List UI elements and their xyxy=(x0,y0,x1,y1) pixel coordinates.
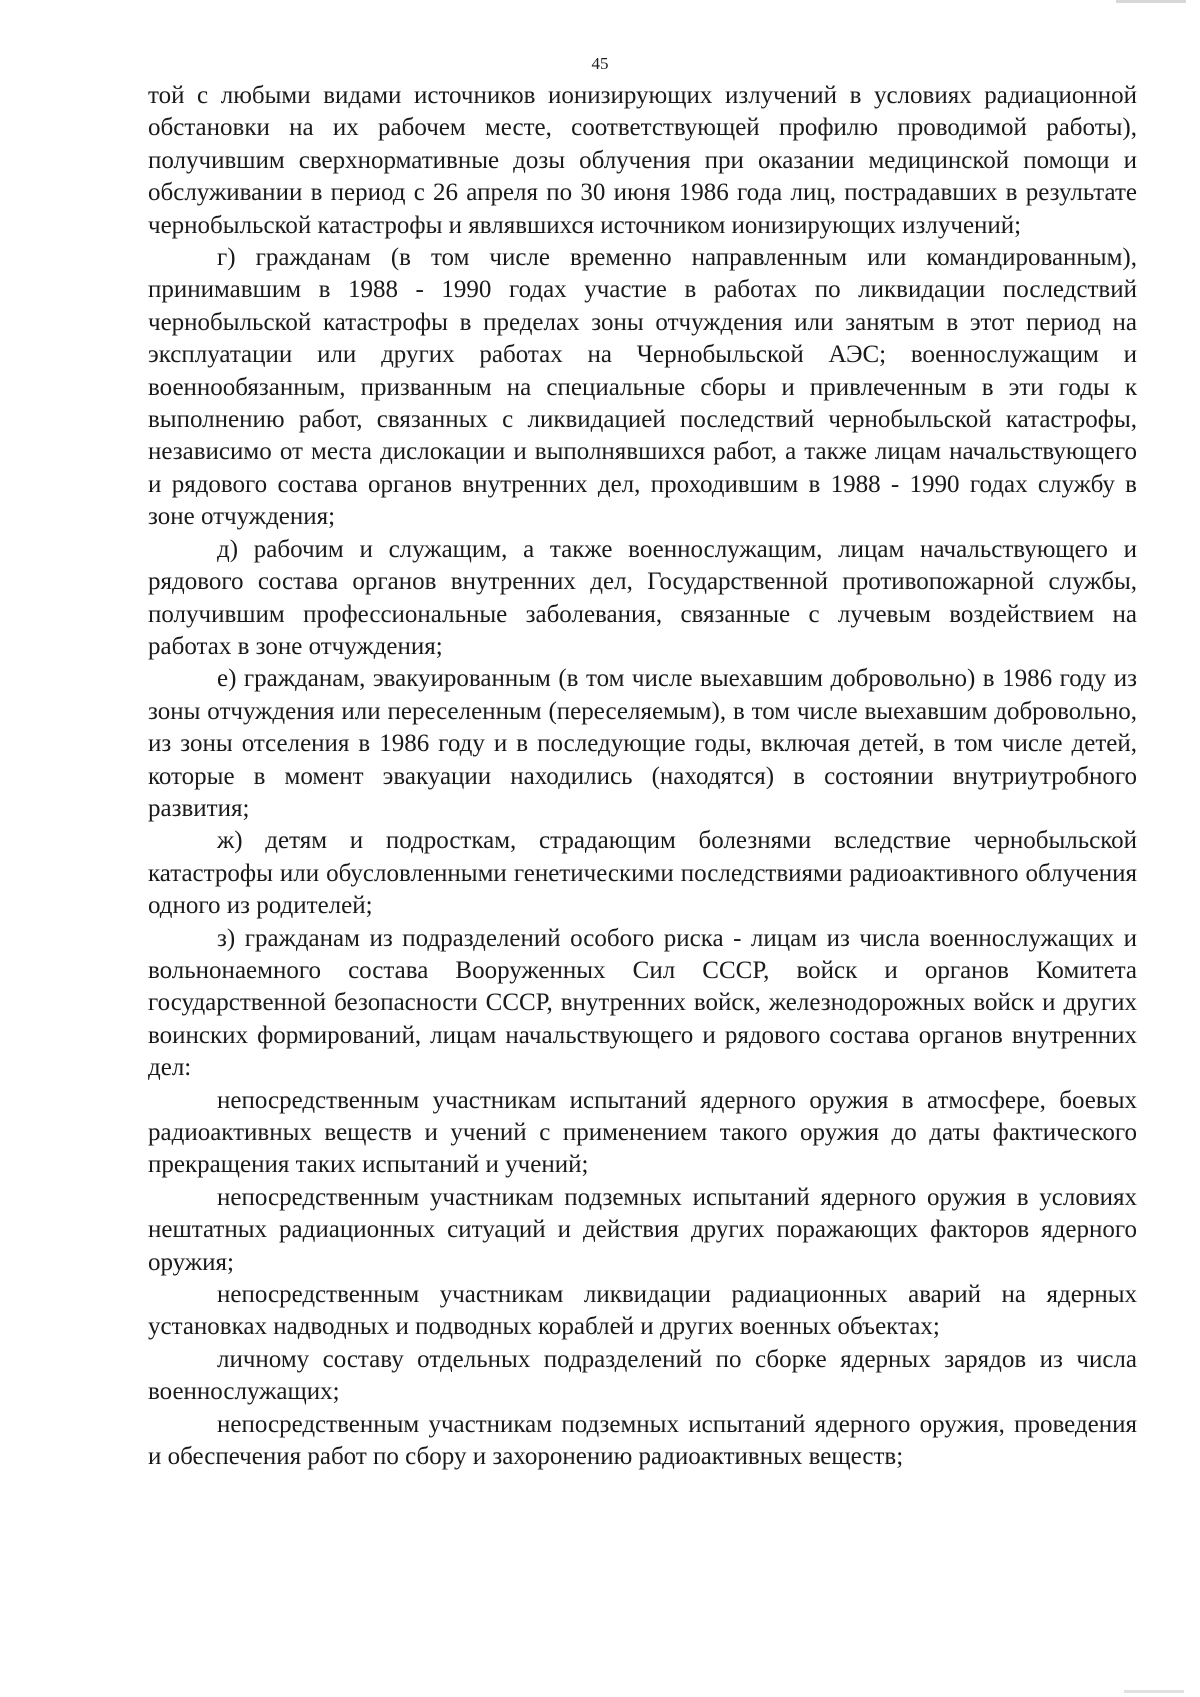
scan-artifact xyxy=(1116,0,1186,3)
page-number: 45 xyxy=(591,54,609,73)
paragraph-subitem-accident-liquidation: непосредственным участникам ликвидации радиационных аварий на ядерных установках надводных и подводных кораблей и других военных объектах; xyxy=(148,1281,1137,1341)
scan-artifact xyxy=(1124,1690,1184,1693)
paragraph-continuation: той с любыми видами источников ионизирующих излучений в условиях радиационной обстановки на их рабочем месте, соответствующей профилю проводимой работы), получившим сверхнормативные дозы облучения при оказании медицинской помощи и обслуживании в период с 26 апреля по 30 июня 1986 года лиц, пострадавших в результате чернобыльской катастрофы и являвшихся источником ионизирующих излучений; xyxy=(148,82,1137,239)
paragraph-subitem-waste-burial: непосредственным участникам подземных испытаний ядерного оружия, проведения и обеспечения работ по сбору и захоронению радиоактивных веществ; xyxy=(148,1410,1137,1471)
paragraph-subitem-assembly-units: личному составу отдельных подразделений по сборке ядерных зарядов из числа военнослужащих; xyxy=(148,1345,1137,1406)
paragraph-item-zh: ж) детям и подросткам, страдающим болезнями вследствие чернобыльской катастрофы или обусловленными генетическими последствиями радиоактивного облучения одного из родителей; xyxy=(148,827,1137,920)
paragraph-item-g: г) гражданам (в том числе временно направленным или командированным), принимавшим в 1988 - 1990 годах участие в работах по ликвидации последствий чернобыльской катастрофы в пределах зоны отчуждения или занятым в этот период на эксплуатации или других работах на Чернобыльской АЭС; военнослужащим и военнообязанным, призванным на специальные сборы и привлеченным в эти годы к выполнению работ, связанных с ликвидацией последствий чернобыльской катастрофы, независимо от места дислокации и выполнявшихся работ, а также лицам начальствующего и рядового состава органов внутренних дел, проходившим в 1988 - 1990 годах службу в зоне отчуждения; xyxy=(148,244,1137,531)
document-body xyxy=(148,80,1137,1473)
paragraph-subitem-underground-tests: непосредственным участникам подземных испытаний ядерного оружия в условиях нештатных радиационных ситуаций и действия других поражающих факторов ядерного оружия; xyxy=(148,1183,1137,1276)
paragraph-item-z: з) гражданам из подразделений особого риска - лицам из числа военнослужащих и вольнонаемного состава Вооруженных Сил СССР, войск и органов Комитета государственной безопасности СССР, внутренних войск, железнодорожных войск и других воинских формирований, лицам начальствующего и рядового состава органов внутренних дел: xyxy=(148,924,1137,1082)
paragraph-subitem-atmospheric-tests: непосредственным участникам испытаний ядерного оружия в атмосфере, боевых радиоактивных веществ и учений с применением такого оружия до даты фактического прекращения таких испытаний и учений; xyxy=(148,1086,1137,1179)
paragraph-item-e: е) гражданам, эвакуированным (в том числе выехавшим добровольно) в 1986 году из зоны отчуждения или переселенным (переселяемым), в том числе выехавшим добровольно, из зоны отселения в 1986 году и в последующие годы, включая детей, в том числе детей, которые в момент эвакуации находились (находятся) в состоянии внутриутробного развития; xyxy=(148,665,1137,822)
paragraph-item-d: д) рабочим и служащим, а также военнослужащим, лицам начальствующего и рядового состава органов внутренних дел, Государственной противопожарной службы, получившим профессиональные заболевания, связанные с лучевым воздействием на работах в зоне отчуждения; xyxy=(148,535,1137,660)
